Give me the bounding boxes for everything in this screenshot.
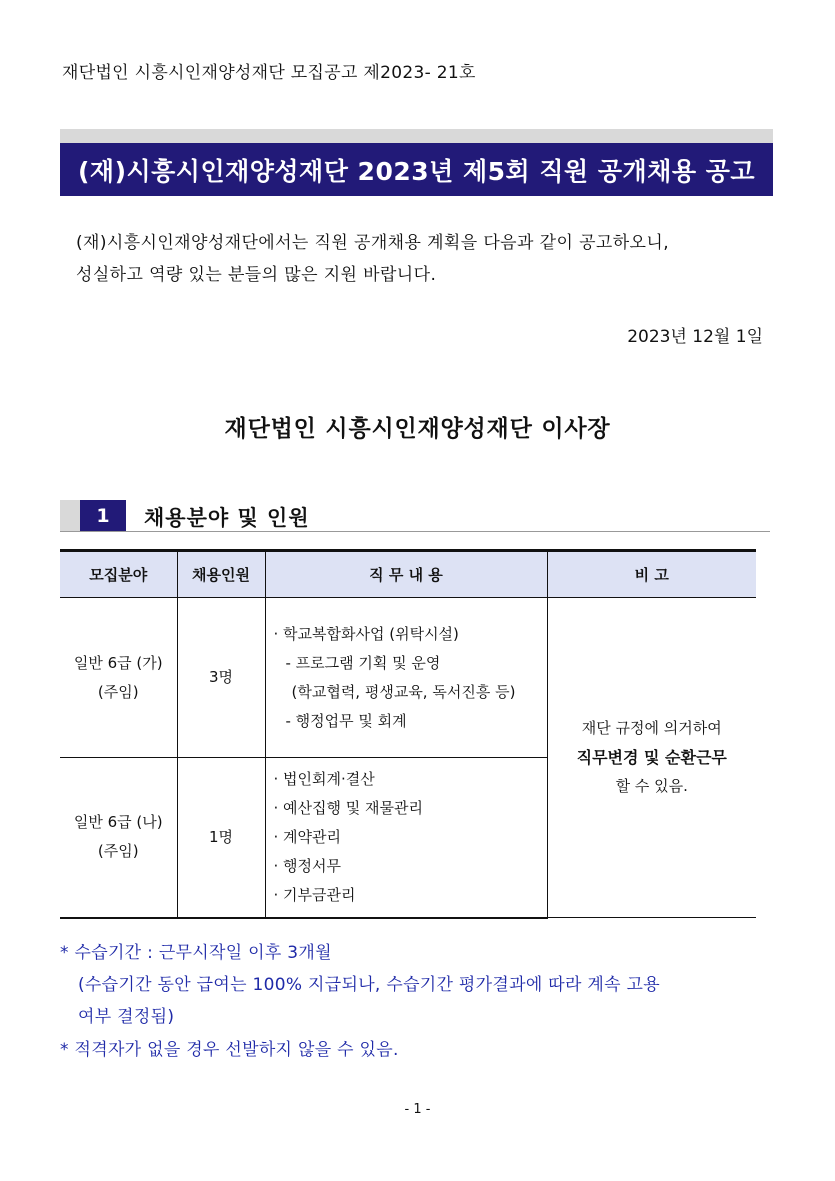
probation-detail: (수습기간 동안 급여는 100% 지급되나, 수습기간 평가결과에 따라 계속 고용 [78,975,660,995]
issuer: 재단법인 시흥시인재양성재단 이사장 [224,416,611,442]
field-cell [60,598,177,758]
count-cell: 1명 [177,758,265,918]
section-heading [60,500,770,532]
remark-line: 재단 규정에 의거하여 [581,719,722,737]
duty-item: · 예산집행 및 재물관리 [273,798,423,817]
column-header: 비 고 [547,551,756,598]
section-title: 채용분야 및 인원 [144,506,310,530]
page-number: - 1 - [404,1102,431,1117]
duty-item: · 법인회계·결산 [273,769,375,788]
title-bar-shadow [60,129,773,143]
notice-date: 2023년 12월 1일 [627,327,763,347]
intro-line: 성실하고 역량 있는 분들의 많은 지원 바랍니다. [76,265,437,285]
field-name: 일반 6급 (나) [73,813,163,832]
table-row [60,598,756,758]
column-header: 모집분야 [60,551,177,598]
count-cell: 3명 [177,598,265,758]
field-cell [60,758,177,918]
intro-line: (재)시흥시인재양성재단에서는 직원 공개채용 계획을 다음과 같이 공고하오니, [76,233,669,253]
section-underline [60,531,770,532]
remark-line: 직무변경 및 순환근무 [576,748,727,767]
probation-detail: 여부 결정됨) [78,1007,175,1027]
remark-line: 할 수 있음. [615,777,688,795]
remark-cell [547,598,756,918]
duty-item: - 행정업무 및 회계 [285,711,407,730]
table-header-row [60,551,756,598]
probation-note: * 수습기간 : 근무시작일 이후 3개월 [60,943,332,963]
notice-title: (재)시흥시인재양성재단 2023년 제5회 직원 공개채용 공고 [60,143,773,196]
duty-cell [265,758,547,918]
duty-item: · 행정서무 [273,856,341,875]
notice-number: 재단법인 시흥시인재양성재단 모집공고 제2023- 21호 [62,63,476,83]
duty-item: · 학교복합화사업 (위탁시설) [273,624,459,643]
duty-item: (학교협력, 평생교육, 독서진흥 등) [291,682,516,701]
recruitment-table [60,549,756,919]
duty-item: · 계약관리 [273,827,341,846]
column-header: 직 무 내 용 [265,551,547,598]
field-name: 일반 6급 (가) [73,653,163,672]
duty-cell [265,598,547,758]
section-number: 1 [96,504,110,527]
duty-item: · 기부금관리 [273,885,356,904]
column-header: 채용인원 [177,551,265,598]
duty-item: - 프로그램 기획 및 운영 [285,653,441,672]
no-qualified-note: * 적격자가 없을 경우 선발하지 않을 수 있음. [60,1040,399,1060]
field-rank: (주임) [97,842,139,861]
field-rank: (주임) [97,682,139,701]
